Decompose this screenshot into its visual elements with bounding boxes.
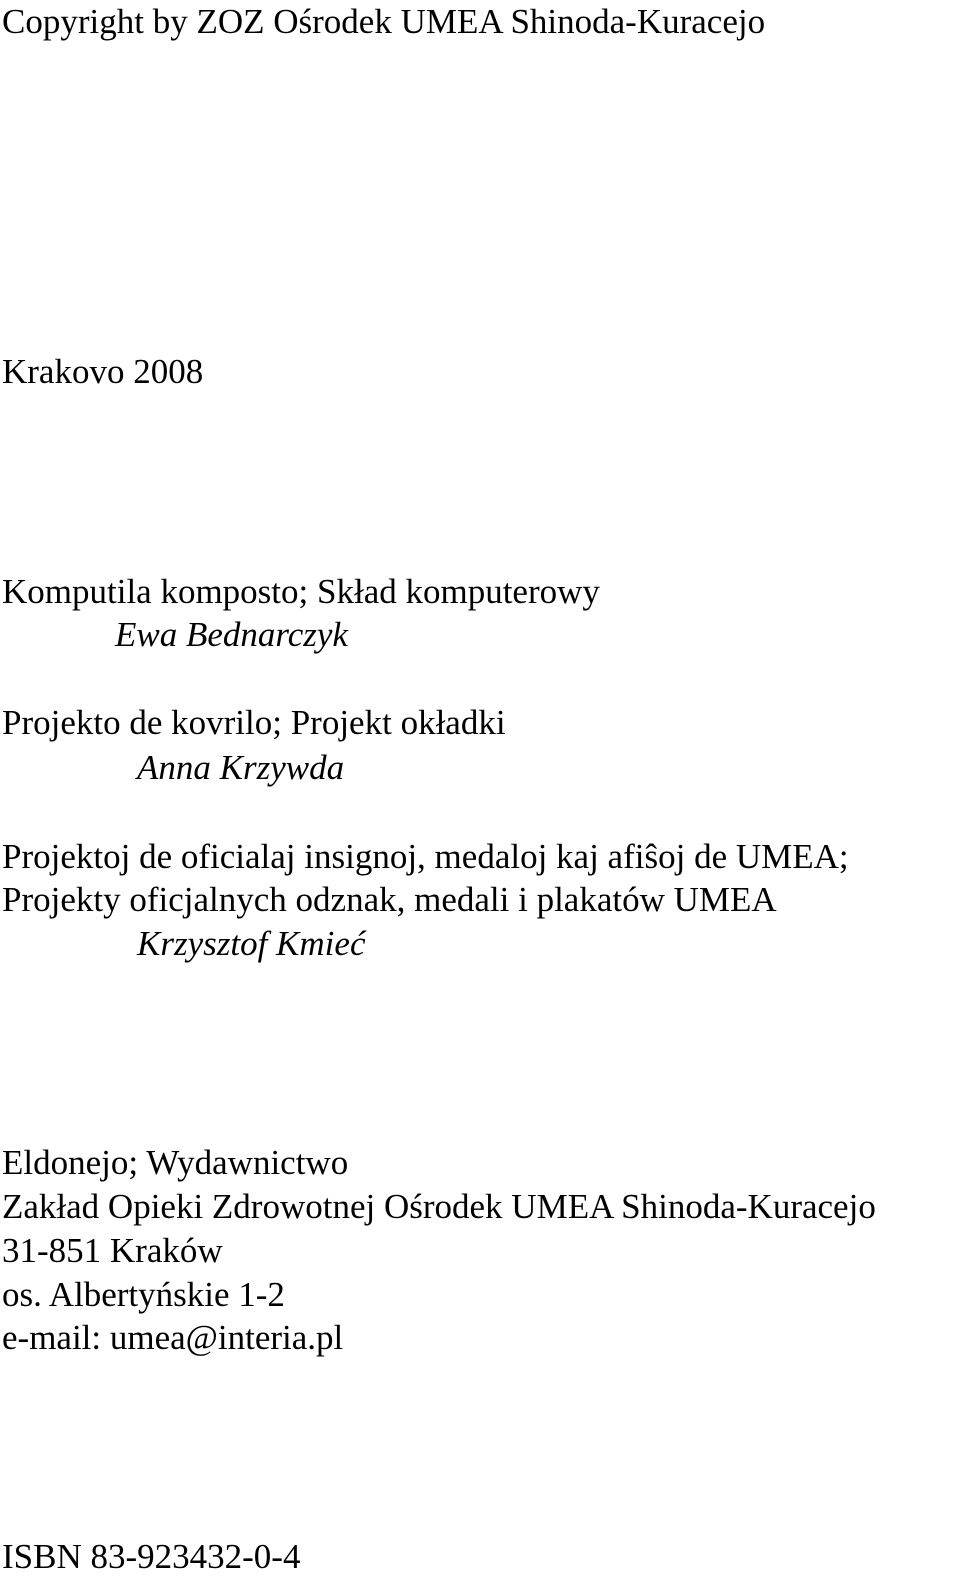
insignia-label-line1: Projektoj de oficialaj insignoj, medaloj kaj afiŝoj de UMEA;: [2, 837, 849, 876]
publisher-label: Eldonejo; Wydawnictwo: [2, 1143, 349, 1182]
isbn-line: ISBN 83-923432-0-4: [2, 1537, 301, 1576]
place-year: Krakovo 2008: [2, 352, 204, 391]
cover-label: Projekto de kovrilo; Projekt okładki: [2, 703, 506, 742]
publisher-email: e-mail: umea@interia.pl: [2, 1318, 344, 1357]
insignia-name: Krzysztof Kmieć: [137, 924, 366, 963]
typesetting-name: Ewa Bednarczyk: [115, 615, 348, 654]
publisher-name: Zakład Opieki Zdrowotnej Ośrodek UMEA Shinoda-Kuracejo: [2, 1187, 876, 1226]
publisher-address: os. Albertyńskie 1-2: [2, 1275, 285, 1314]
insignia-label-line2: Projekty oficjalnych odznak, medali i plakatów UMEA: [2, 880, 777, 919]
copyright-line: Copyright by ZOZ Ośrodek UMEA Shinoda-Kuracejo: [2, 2, 766, 41]
publisher-postal: 31-851 Kraków: [2, 1231, 223, 1270]
typesetting-label: Komputila komposto; Skład komputerowy: [2, 572, 600, 611]
cover-name: Anna Krzywda: [137, 748, 345, 787]
